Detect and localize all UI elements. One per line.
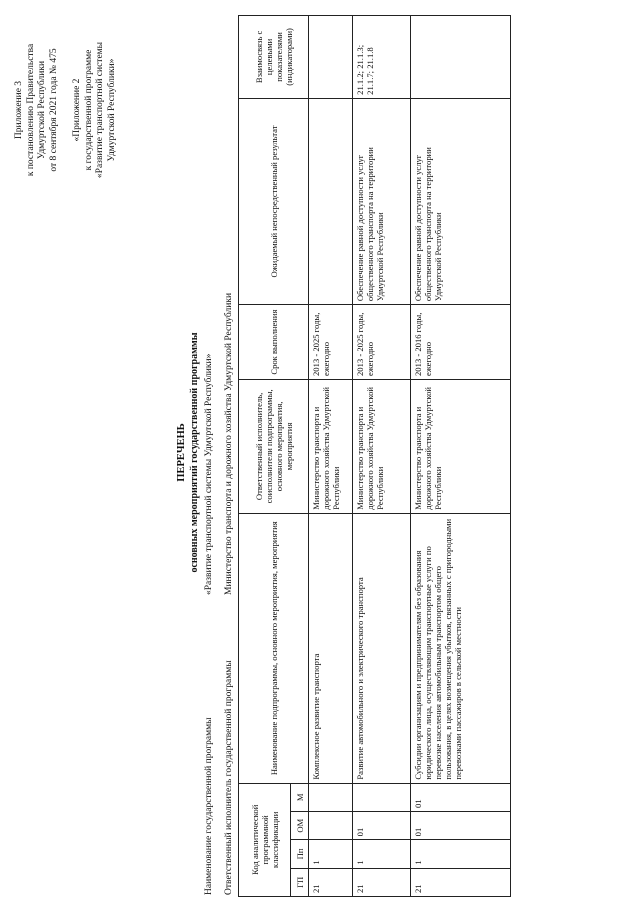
header-link: Взаимосвязь с целевыми показателями (индикаторами) bbox=[239, 16, 309, 99]
cell-responsible: Министерство транспорта и дорожного хозяйства Удмуртской Республики bbox=[411, 380, 511, 514]
cell-gp: 21 bbox=[353, 868, 411, 896]
cell-pp: 1 bbox=[411, 840, 511, 868]
cell-responsible: Министерство транспорта и дорожного хозяйства Удмуртской Республики bbox=[353, 380, 411, 514]
cell-result: Обеспечение равной доступности услуг общественного транспорта на территории Удмуртской Республики bbox=[353, 98, 411, 304]
executor-value: Министерство транспорта и дорожного хозяйства Удмуртской Республики bbox=[224, 292, 234, 595]
appendix-line: «Приложение 2 bbox=[72, 78, 82, 142]
program-name-row bbox=[204, 353, 214, 896]
appendix-line: к государственной программе bbox=[83, 49, 94, 171]
header-result: Ожидаемый непосредственный результат bbox=[239, 98, 309, 304]
cell-pp: 1 bbox=[353, 840, 411, 868]
appendix-line: от 8 сентября 2021 года № 475 bbox=[48, 48, 59, 172]
cell-name: Субсидии организациям и предпринимателям без образования юридического лица, осуществляющим транспортные услуги по перевозке населения автомобильным транспортом общего пользования, в целях возмещения убытков, связанных с пригородными перевозками пассажиров в сельской местности bbox=[411, 513, 511, 783]
header-m: М bbox=[291, 783, 309, 811]
cell-link bbox=[309, 16, 353, 99]
cell-gp: 21 bbox=[411, 868, 511, 896]
header-responsible: Ответственный исполнитель, соисполнители подпрограммы, основного мероприятия, мероприятия bbox=[239, 380, 309, 514]
cell-om: 01 bbox=[411, 811, 511, 839]
table-row bbox=[411, 16, 511, 897]
cell-gp: 21 bbox=[309, 868, 353, 896]
cell-name: Комплексное развитие транспорта bbox=[309, 513, 353, 783]
program-value: «Развитие транспортной системы Удмуртской Республики» bbox=[204, 353, 214, 595]
table-row bbox=[353, 16, 411, 897]
cell-term: 2013 - 2025 годы, ежегодно bbox=[353, 305, 411, 380]
table-row bbox=[309, 16, 353, 897]
appendix-line: к постановлению Правительства bbox=[25, 43, 36, 177]
cell-responsible: Министерство транспорта и дорожного хозяйства Удмуртской Республики bbox=[309, 380, 353, 514]
cell-name: Развитие автомобильного и электрического транспорта bbox=[353, 513, 411, 783]
cell-om bbox=[309, 811, 353, 839]
header-gp: ГП bbox=[291, 868, 309, 896]
cell-link: 21.1.2; 21.1.3; 21.1.7; 21.1.8 bbox=[353, 16, 411, 99]
appendix-line: Удмуртской Республики» bbox=[106, 58, 117, 162]
cell-m bbox=[309, 783, 353, 811]
cell-link bbox=[411, 16, 511, 99]
measures-table bbox=[238, 15, 511, 897]
appendix-line: Удмуртской Республики bbox=[37, 60, 47, 160]
cell-m: 01 bbox=[411, 783, 511, 811]
header-om: ОМ bbox=[291, 811, 309, 839]
header-name: Наименование подпрограммы, основного мероприятия, мероприятия bbox=[239, 513, 309, 783]
appendix-note bbox=[14, 5, 118, 215]
appendix-line: Приложение 3 bbox=[14, 80, 24, 140]
document-subtitle: основных мероприятий государственной программы bbox=[189, 332, 200, 573]
appendix-line: «Развитие транспортной системы bbox=[95, 41, 105, 179]
executor-label: Ответственный исполнитель государственной программы bbox=[224, 660, 234, 895]
cell-om: 01 bbox=[353, 811, 411, 839]
executor-row bbox=[224, 292, 234, 895]
header-code-group: Код аналитической программной классификации bbox=[239, 783, 291, 896]
header-pp: Пп bbox=[291, 840, 309, 868]
cell-term: 2013 - 2025 годы, ежегодно bbox=[309, 305, 353, 380]
document-title: ПЕРЕЧЕНЬ bbox=[176, 423, 187, 482]
cell-term: 2013 - 2016 годы, ежегодно bbox=[411, 305, 511, 380]
cell-pp: 1 bbox=[309, 840, 353, 868]
header-term: Срок выполнения bbox=[239, 305, 309, 380]
cell-m bbox=[353, 783, 411, 811]
cell-result bbox=[309, 98, 353, 304]
cell-result: Обеспечение равной доступности услуг общественного транспорта на территории Удмуртской Республики bbox=[411, 98, 511, 304]
program-label: Наименование государственной программы bbox=[204, 717, 214, 895]
